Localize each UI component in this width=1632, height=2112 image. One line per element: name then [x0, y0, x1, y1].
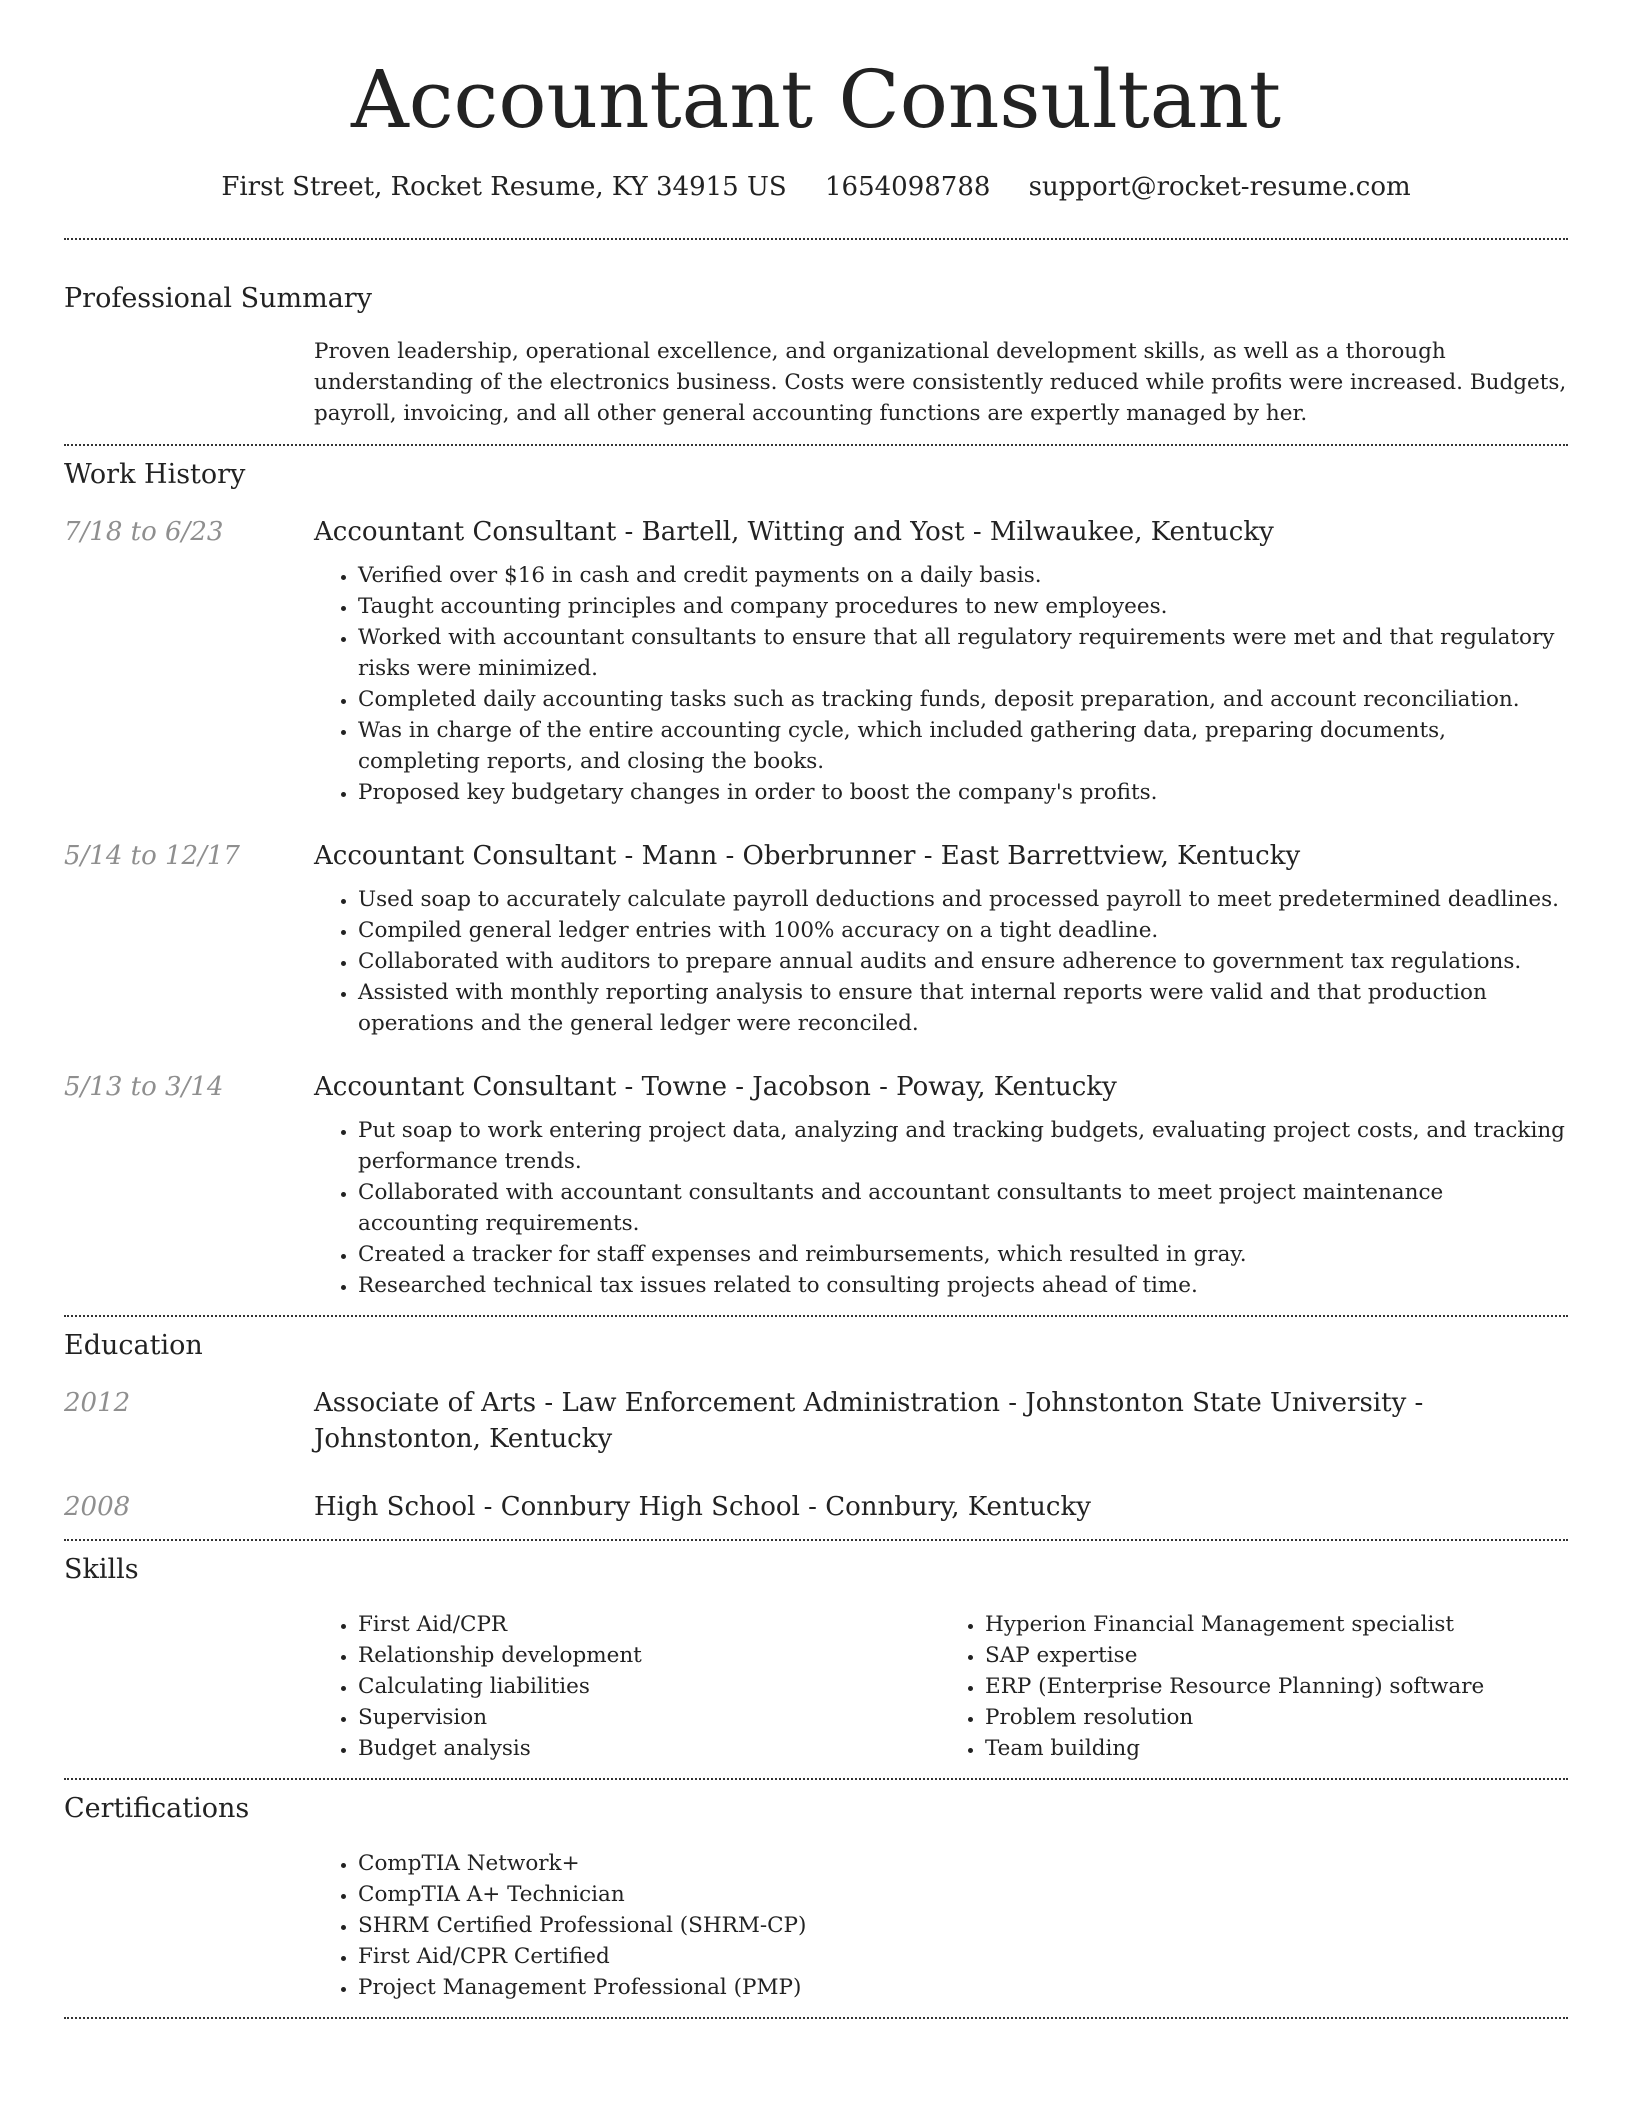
section-title-education: Education [64, 1330, 203, 1361]
list-item: • Problem resolution [985, 1702, 1568, 1733]
list-item: • Researched technical tax issues related to consulting projects ahead of time. [358, 1270, 1568, 1301]
candidate-name: Accountant Consultant [350, 53, 1282, 146]
job-heading [314, 1069, 1568, 1105]
list-item: • Verified over $16 in cash and credit payments on a daily basis. [358, 560, 1568, 591]
job-heading [314, 514, 1568, 550]
list-item: • SAP expertise [985, 1640, 1568, 1671]
resume-header [0, 0, 1632, 202]
list-item: • Created a tracker for staff expenses and reimbursements, which resulted in gray. [358, 1239, 1568, 1270]
contact-phone: 1654098788 [824, 172, 991, 202]
certifications-section [0, 1780, 1632, 2003]
section-title-certifications: Certifications [64, 1793, 250, 1824]
education-year: 2008 [64, 1492, 131, 1522]
list-item: • SHRM Certified Professional (SHRM-CP) [358, 1910, 1568, 1941]
education-entry [64, 1385, 1568, 1457]
certifications-list [314, 1848, 1568, 2003]
job-entry [64, 514, 1568, 808]
education-section [0, 1317, 1632, 1525]
education-details: - Connbury High School - Connbury, Kentucky [475, 1492, 1091, 1522]
list-item: • Put soap to work entering project data, analyzing and tracking budgets, evaluating project costs, and tracking performance trends. [358, 1115, 1568, 1177]
skills-list-right [941, 1609, 1568, 1764]
job-details: - Mann - Oberbrunner - East Barrettview, Kentucky [616, 841, 1301, 871]
skills-grid [314, 1609, 1568, 1764]
section-title-summary: Professional Summary [64, 283, 372, 314]
education-details: - Johnstonton State University - Johnstonton, Kentucky [314, 1388, 1424, 1454]
job-role: Accountant Consultant [314, 841, 617, 871]
list-item: • CompTIA A+ Technician [358, 1879, 1568, 1910]
education-entry [64, 1489, 1568, 1525]
list-item: • Worked with accountant consultants to ensure that all regulatory requirements were met and that regulatory risks were minimized. [358, 622, 1568, 684]
job-dates: 5/13 to 3/14 [64, 1072, 224, 1102]
list-item: • First Aid/CPR Certified [358, 1941, 1568, 1972]
job-entry [64, 838, 1568, 1039]
education-heading [314, 1385, 1568, 1457]
job-bullets [314, 884, 1568, 1039]
education-degree: Associate of Arts - Law Enforcement Administration [314, 1388, 1000, 1418]
list-item: • Supervision [358, 1702, 941, 1733]
contact-line [0, 172, 1632, 202]
list-item: • Project Management Professional (PMP) [358, 1972, 1568, 2003]
skills-list-left [314, 1609, 941, 1764]
contact-email: support@rocket-resume.com [1028, 172, 1411, 202]
list-item: • Used soap to accurately calculate payroll deductions and processed payroll to meet predetermined deadlines. [358, 884, 1568, 915]
contact-address: First Street, Rocket Resume, KY 34915 US [221, 172, 787, 202]
skills-section [0, 1541, 1632, 1764]
job-dates: 7/18 to 6/23 [64, 517, 224, 547]
job-role: Accountant Consultant [314, 1072, 617, 1102]
job-entry [64, 1069, 1568, 1301]
list-item: • Calculating liabilities [358, 1671, 941, 1702]
list-item: • Assisted with monthly reporting analysis to ensure that internal reports were valid and that production operations and the general ledger were reconciled. [358, 977, 1568, 1039]
summary-text: Proven leadership, operational excellence, and organizational development skills, as well as a thorough understanding of the electronics business. Costs were consistently reduced while profits were increased. Budgets, payroll, invoicing, and all other general accounting functions are expertly managed by her. [314, 339, 1567, 426]
list-item: • Collaborated with accountant consultants and accountant consultants to meet project maintenance accounting requirements. [358, 1177, 1568, 1239]
list-item: • Proposed key budgetary changes in order to boost the company's profits. [358, 777, 1568, 808]
list-item: • CompTIA Network+ [358, 1848, 1568, 1879]
section-title-skills: Skills [64, 1554, 139, 1585]
job-heading [314, 838, 1568, 874]
list-item: • First Aid/CPR [358, 1609, 941, 1640]
list-item: • Was in charge of the entire accounting cycle, which included gathering data, preparing documents, completing reports, and closing the books. [358, 715, 1568, 777]
job-bullets [314, 1115, 1568, 1301]
education-heading [314, 1489, 1568, 1525]
summary-section [0, 240, 1632, 429]
education-degree: High School [314, 1492, 476, 1522]
job-role: Accountant Consultant [314, 517, 617, 547]
education-year: 2012 [64, 1388, 131, 1418]
job-details: - Towne - Jacobson - Poway, Kentucky [616, 1072, 1117, 1102]
list-item: • Collaborated with auditors to prepare annual audits and ensure adherence to government tax regulations. [358, 946, 1568, 977]
list-item: • ERP (Enterprise Resource Planning) software [985, 1671, 1568, 1702]
list-item: • Team building [985, 1733, 1568, 1764]
work-history-section [0, 446, 1632, 1301]
job-dates: 5/14 to 12/17 [64, 841, 240, 871]
list-item: • Hyperion Financial Management specialist [985, 1609, 1568, 1640]
list-item: • Compiled general ledger entries with 100% accuracy on a tight deadline. [358, 915, 1568, 946]
list-item: • Taught accounting principles and company procedures to new employees. [358, 591, 1568, 622]
section-title-work-history: Work History [64, 459, 246, 490]
list-item: • Completed daily accounting tasks such as tracking funds, deposit preparation, and account reconciliation. [358, 684, 1568, 715]
job-details: - Bartell, Witting and Yost - Milwaukee, Kentucky [616, 517, 1274, 547]
job-bullets [314, 560, 1568, 808]
list-item: • Relationship development [358, 1640, 941, 1671]
list-item: • Budget analysis [358, 1733, 941, 1764]
divider [64, 2017, 1568, 2019]
